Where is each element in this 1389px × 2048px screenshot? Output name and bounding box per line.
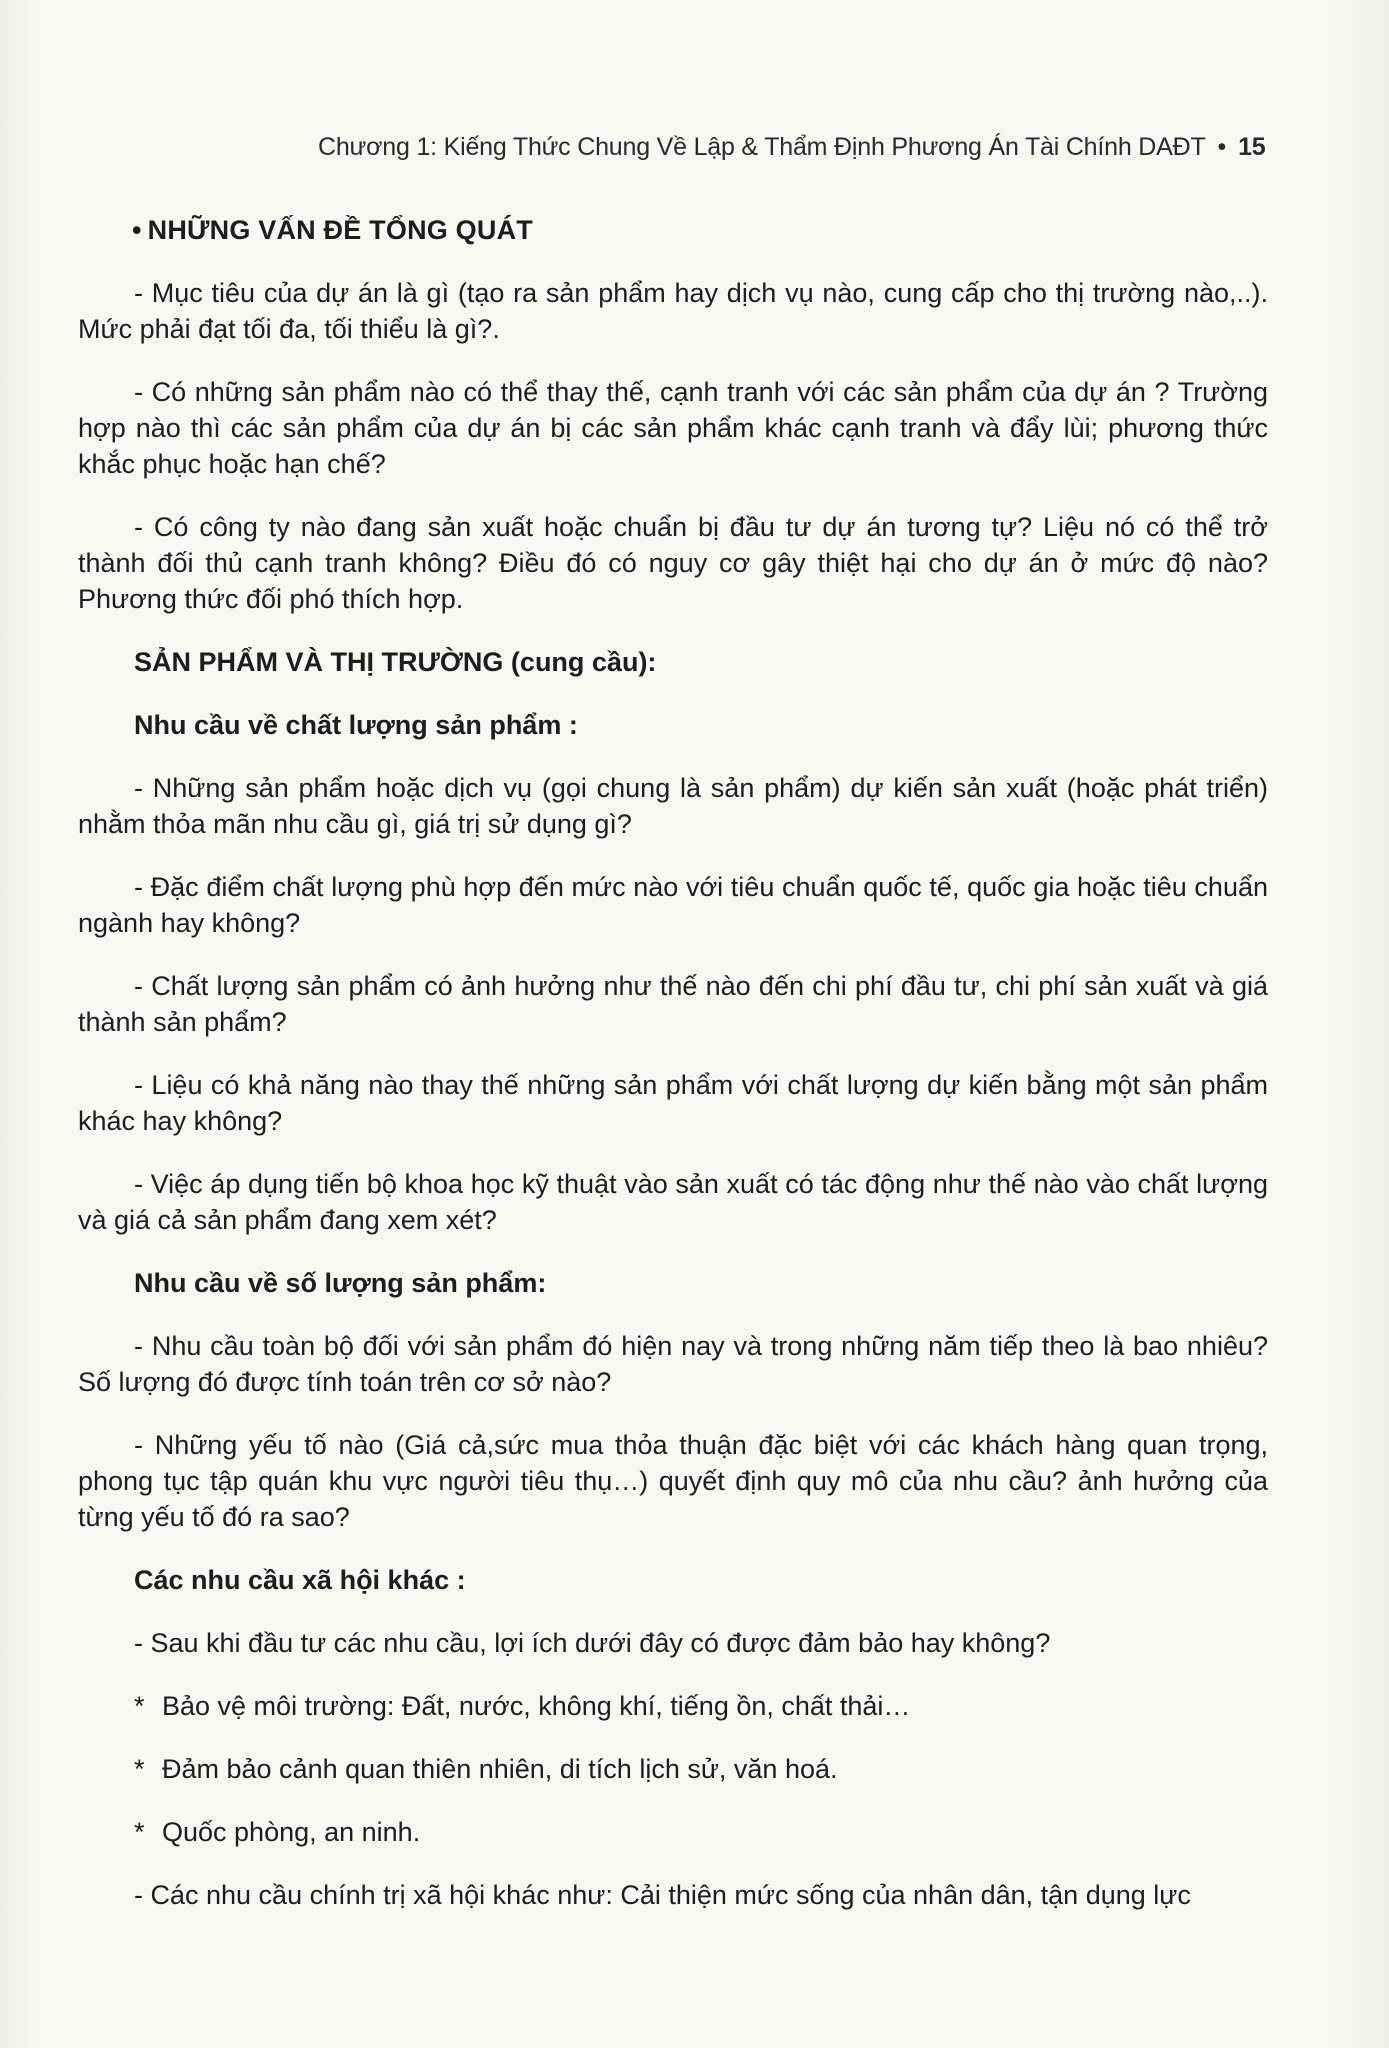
subheading-quantity: Nhu cầu về số lượng sản phẩm: <box>134 1268 547 1298</box>
asterisk-bullet: * <box>134 1817 145 1847</box>
paragraph: - Đặc điểm chất lượng phù hợp đến mức nào với tiêu chuẩn quốc tế, quốc gia hoặc tiêu chuẩn ngành hay không? <box>78 872 1268 938</box>
paragraph: - Nhu cầu toàn bộ đối với sản phẩm đó hiện nay và trong những năm tiếp theo là bao nhiêu? Số lượng đó được tính toán trên cơ sở nào? <box>78 1331 1268 1397</box>
chapter-title: Chương 1: Kiếng Thức Chung Về Lập & Thẩm Định Phương Án Tài Chính DAĐT <box>318 133 1206 161</box>
page-body <box>78 212 1268 1940</box>
paragraph: - Mục tiêu của dự án là gì (tạo ra sản phẩm hay dịch vụ nào, cung cấp cho thị trường nào,..). Mức phải đạt tối đa, tối thiểu là gì?. <box>78 278 1268 344</box>
list-item-text: Quốc phòng, an ninh. <box>162 1817 421 1847</box>
list-item-text: Bảo vệ môi trường: Đất, nước, không khí, tiếng ồn, chất thải… <box>162 1691 911 1721</box>
list-item-text: Đảm bảo cảnh quan thiên nhiên, di tích lịch sử, văn hoá. <box>162 1754 838 1784</box>
section-heading-market: SẢN PHẨM VÀ THỊ TRƯỜNG (cung cầu): <box>134 647 657 677</box>
subheading-quality: Nhu cầu về chất lượng sản phẩm : <box>134 710 578 740</box>
paragraph: - Việc áp dụng tiến bộ khoa học kỹ thuật vào sản xuất có tác động như thế nào vào chất lượng và giá cả sản phẩm đang xem xét? <box>78 1169 1268 1235</box>
paragraph: - Những sản phẩm hoặc dịch vụ (gọi chung là sản phẩm) dự kiến sản xuất (hoặc phát triển) nhằm thỏa mãn nhu cầu gì, giá trị sử dụng gì? <box>78 773 1268 839</box>
paragraph: - Những yếu tố nào (Giá cả,sức mua thỏa thuận đặc biệt với các khách hàng quan trọng, phong tục tập quán khu vực người tiêu thụ…) quyết định quy mô của nhu cầu? ảnh hưởng của từng yếu tố đó ra sao? <box>78 1430 1268 1532</box>
list-item <box>78 1688 1268 1724</box>
list-item <box>78 1814 1268 1850</box>
asterisk-bullet: * <box>134 1754 145 1784</box>
heading-text: NHỮNG VẤN ĐỀ TỔNG QUÁT <box>147 215 533 245</box>
paragraph: - Chất lượng sản phẩm có ảnh hưởng như thế nào đến chi phí đầu tư, chi phí sản xuất và giá thành sản phẩm? <box>78 971 1268 1037</box>
paragraph: - Có những sản phẩm nào có thể thay thế, cạnh tranh với các sản phẩm của dự án ? Trường hợp nào thì các sản phẩm của dự án bị các sản phẩm khác cạnh tranh và đẩy lùi; phương thức khắc phục hoặc hạn chế? <box>78 377 1268 479</box>
running-header <box>318 133 1278 162</box>
paragraph: - Sau khi đầu tư các nhu cầu, lợi ích dưới đây có được đảm bảo hay không? <box>134 1628 1051 1658</box>
header-separator: • <box>1217 133 1227 161</box>
paragraph: - Các nhu cầu chính trị xã hội khác như: Cải thiện mức sống của nhân dân, tận dụng lực <box>134 1880 1191 1910</box>
paragraph: - Liệu có khả năng nào thay thế những sản phẩm với chất lượng dự kiến bằng một sản phẩm khác hay không? <box>78 1070 1268 1136</box>
section-heading-general <box>78 212 1268 248</box>
subheading-social: Các nhu cầu xã hội khác : <box>134 1565 466 1595</box>
paragraph: - Có công ty nào đang sản xuất hoặc chuẩn bị đầu tư dự án tương tự? Liệu nó có thể trở thành đối thủ cạnh tranh không? Điều đó có nguy cơ gây thiệt hại cho dự án ở mức độ nào? Phương thức đối phó thích hợp. <box>78 512 1268 614</box>
heading-bullet: • <box>132 215 142 245</box>
list-item <box>78 1751 1268 1787</box>
asterisk-bullet: * <box>134 1691 145 1721</box>
page-number: 15 <box>1238 133 1266 161</box>
